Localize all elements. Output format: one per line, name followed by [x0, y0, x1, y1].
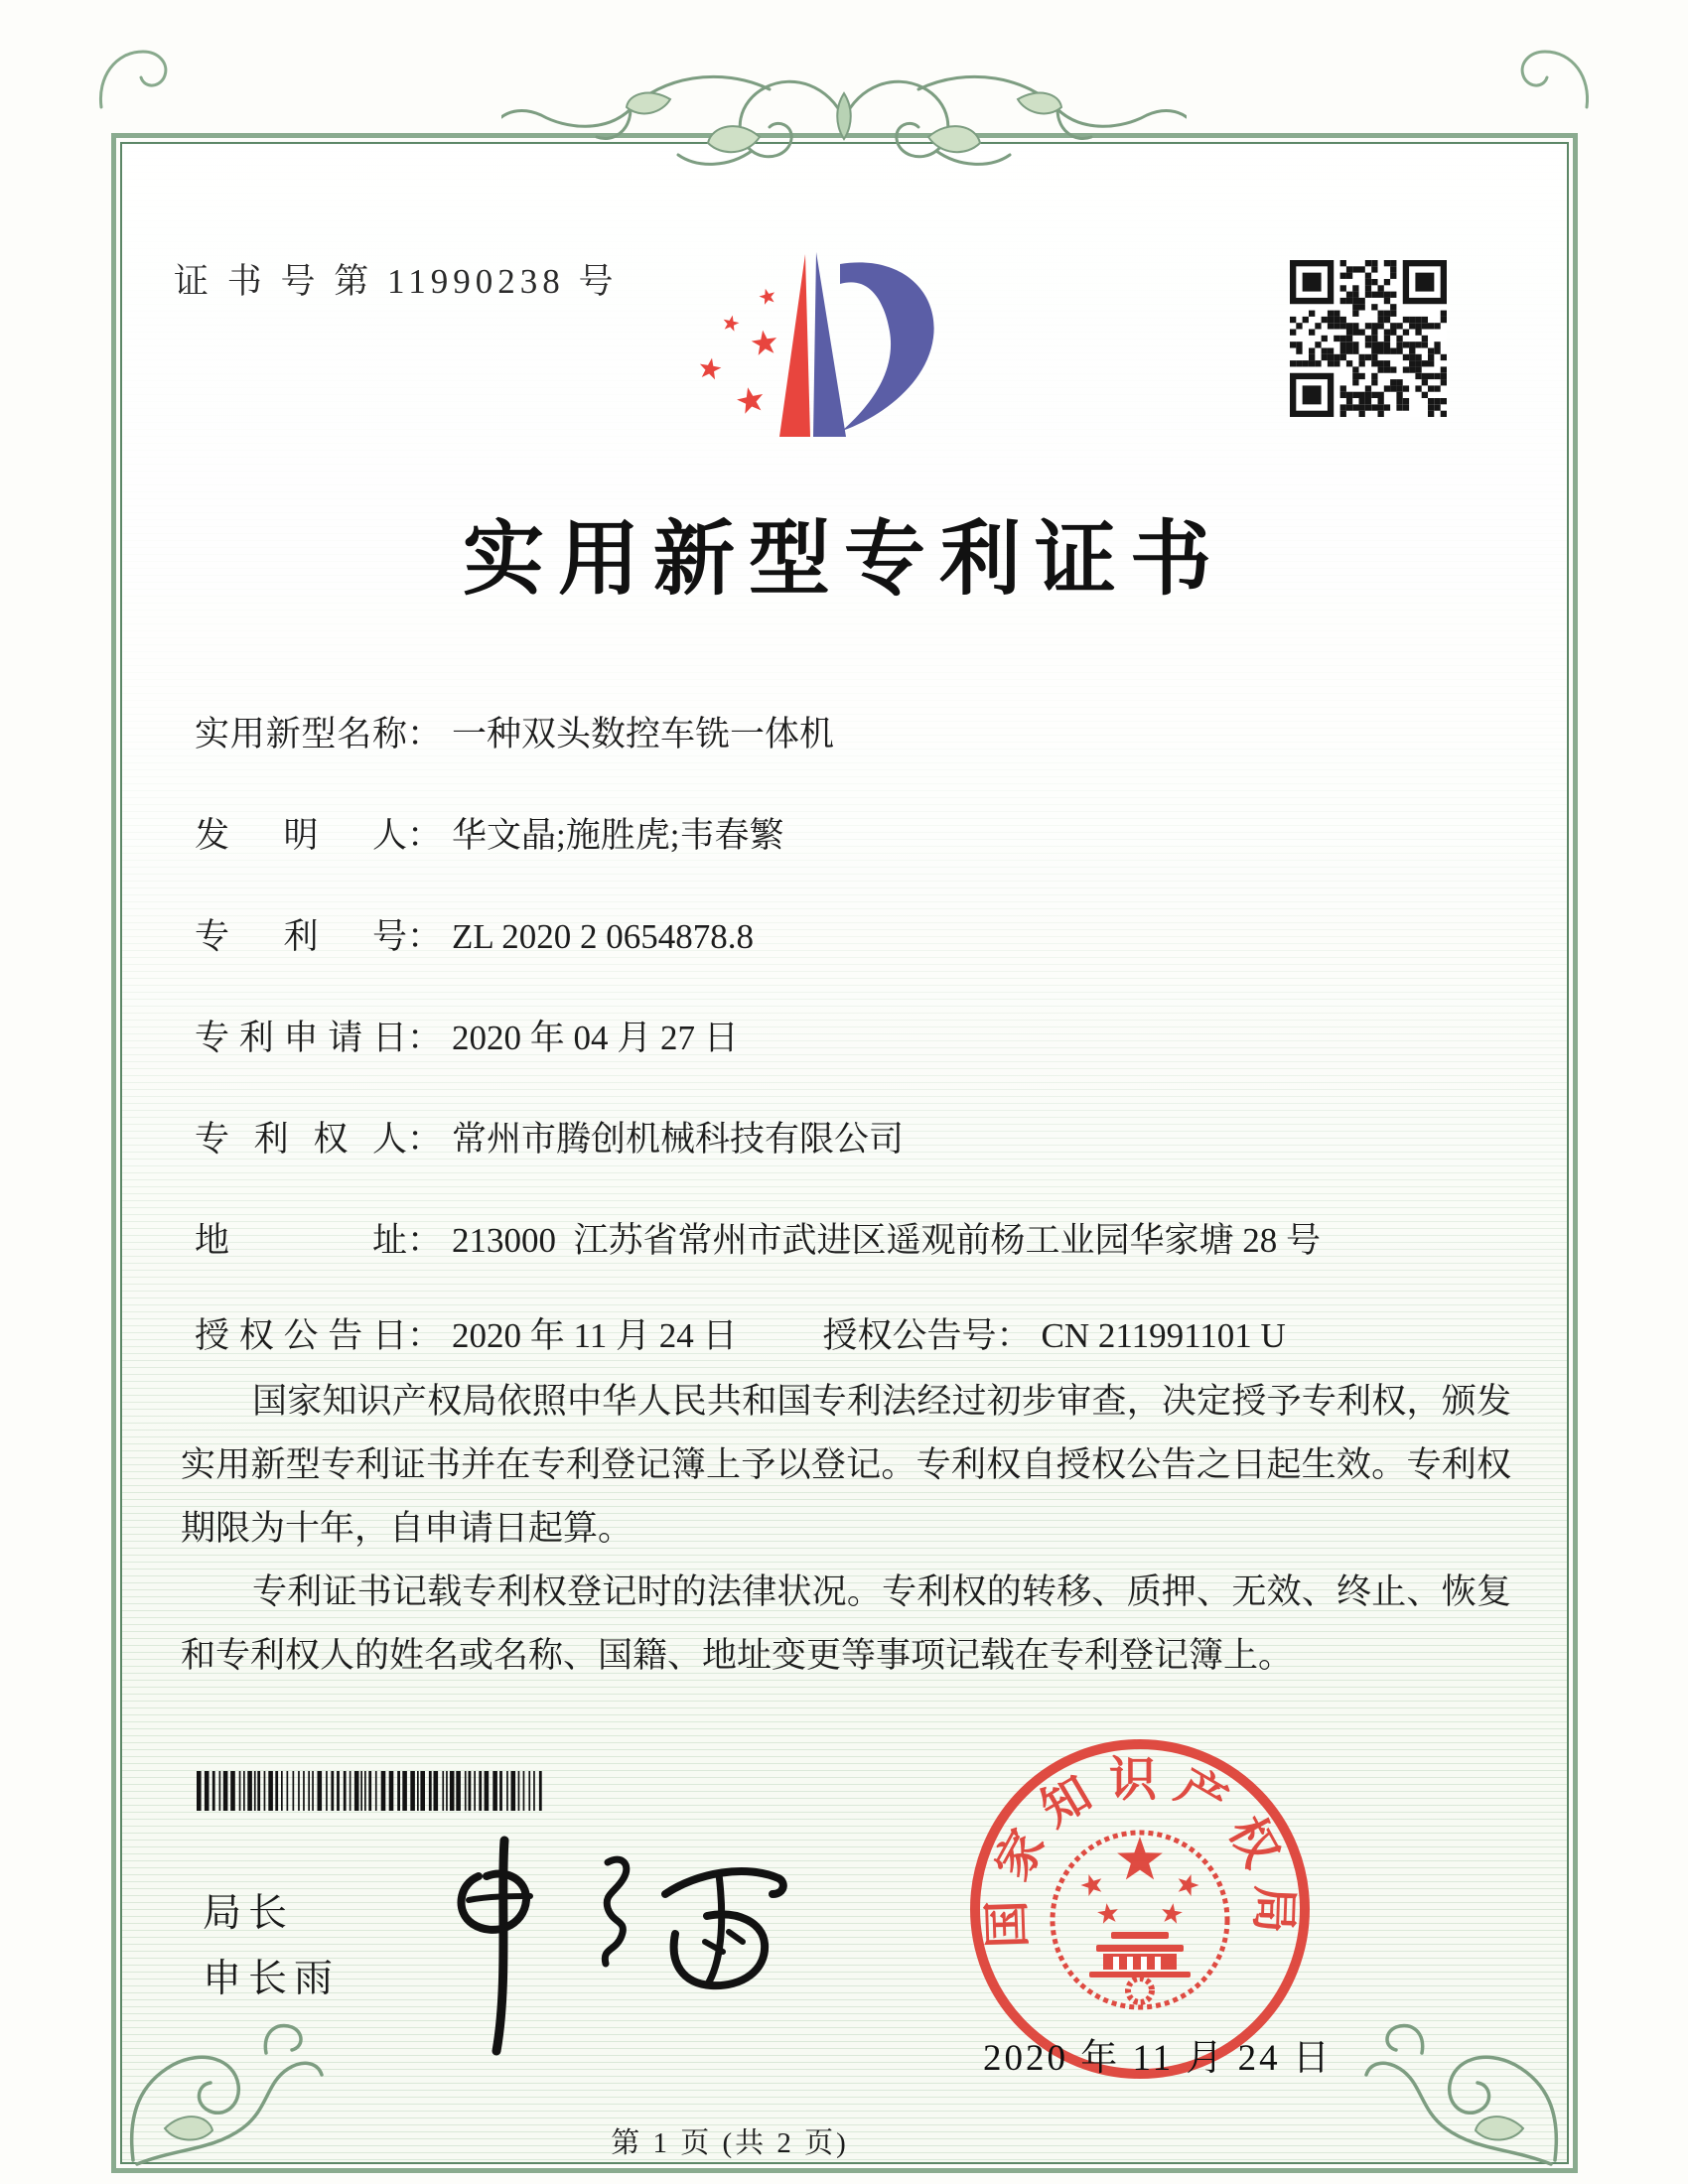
- field-value: 213000 江苏省常州市武进区遥观前杨工业园华家塘 28 号: [452, 1221, 1322, 1260]
- field-label: 发明人: [195, 816, 407, 855]
- field-colon: ：: [407, 1120, 443, 1159]
- field-value: 2020 年 04 月 27 日: [452, 1019, 739, 1057]
- field-row-patentee: [195, 1112, 904, 1161]
- field-label: 专利权人: [195, 1120, 407, 1159]
- signer-name: 申长雨: [203, 1958, 341, 2000]
- field-colon: ：: [407, 1019, 443, 1057]
- top-right-corner-flourish-icon: [1513, 42, 1593, 113]
- field-value: 华文晶;施胜虎;韦春繁: [452, 816, 784, 855]
- legal-paragraph-2: 专利证书记载专利权登记时的法律状况。专利权的转移、质押、无效、终止、恢复和专利权人的姓名或名称、国籍、地址变更等事项记载在专利登记簿上。: [181, 1572, 1511, 1675]
- grant-number-label: 授权公告号: [822, 1316, 997, 1355]
- page-footer: 第 1 页 (共 2 页): [611, 2127, 849, 2159]
- field-colon: ：: [407, 816, 443, 855]
- field-row-name: [195, 707, 834, 756]
- field-row-filing-date: [195, 1011, 739, 1060]
- grant-date-value: 2020 年 11 月 24 日: [452, 1316, 738, 1355]
- legal-text-block: [181, 1370, 1511, 1688]
- field-colon: ：: [407, 1316, 443, 1355]
- field-row-patent-number: [195, 909, 754, 959]
- field-label: 专利号: [195, 917, 407, 956]
- field-value: 常州市腾创机械科技有限公司: [452, 1120, 905, 1159]
- signature-icon: [409, 1835, 796, 2058]
- field-label: 实用新型名称: [195, 715, 407, 753]
- seal-date: 2020 年 11 月 24 日: [983, 2038, 1333, 2079]
- field-row-grant: [195, 1308, 1286, 1358]
- field-colon: ：: [407, 917, 443, 956]
- field-colon: ：: [996, 1316, 1032, 1355]
- field-label: 地址: [195, 1221, 407, 1260]
- cnipa-logo-icon: [643, 226, 993, 477]
- national-emblem: [1053, 1833, 1227, 2007]
- legal-paragraph-1: 国家知识产权局依照中华人民共和国专利法经过初步审查，决定授予专利权，颁发实用新型专利证书并在专利登记簿上予以登记。专利权自授权公告之日起生效。专利权期限为十年，自申请日起算。: [181, 1382, 1511, 1548]
- signer-title: 局长: [203, 1892, 295, 1935]
- grant-number-value: CN 211991101 U: [1041, 1316, 1286, 1355]
- page-title: 实用新型专利证书: [462, 514, 1225, 605]
- grant-date-label: 授权公告日: [195, 1316, 407, 1355]
- field-label: 专利申请日: [195, 1019, 407, 1057]
- field-colon: ：: [407, 715, 443, 753]
- field-value: 一种双头数控车铣一体机: [452, 715, 835, 753]
- field-row-inventor: [195, 808, 783, 858]
- certificate-number: 证 书 号 第 11990238 号: [174, 262, 619, 301]
- qr-code-icon: [1290, 260, 1447, 417]
- field-colon: ：: [407, 1221, 443, 1260]
- field-value: ZL 2020 2 0654878.8: [452, 917, 754, 956]
- seal-text: 国家知识产权局: [980, 1753, 1301, 1950]
- top-left-corner-flourish-icon: [95, 42, 175, 113]
- barcode-icon: [195, 1771, 557, 1811]
- field-row-address: [195, 1213, 1321, 1263]
